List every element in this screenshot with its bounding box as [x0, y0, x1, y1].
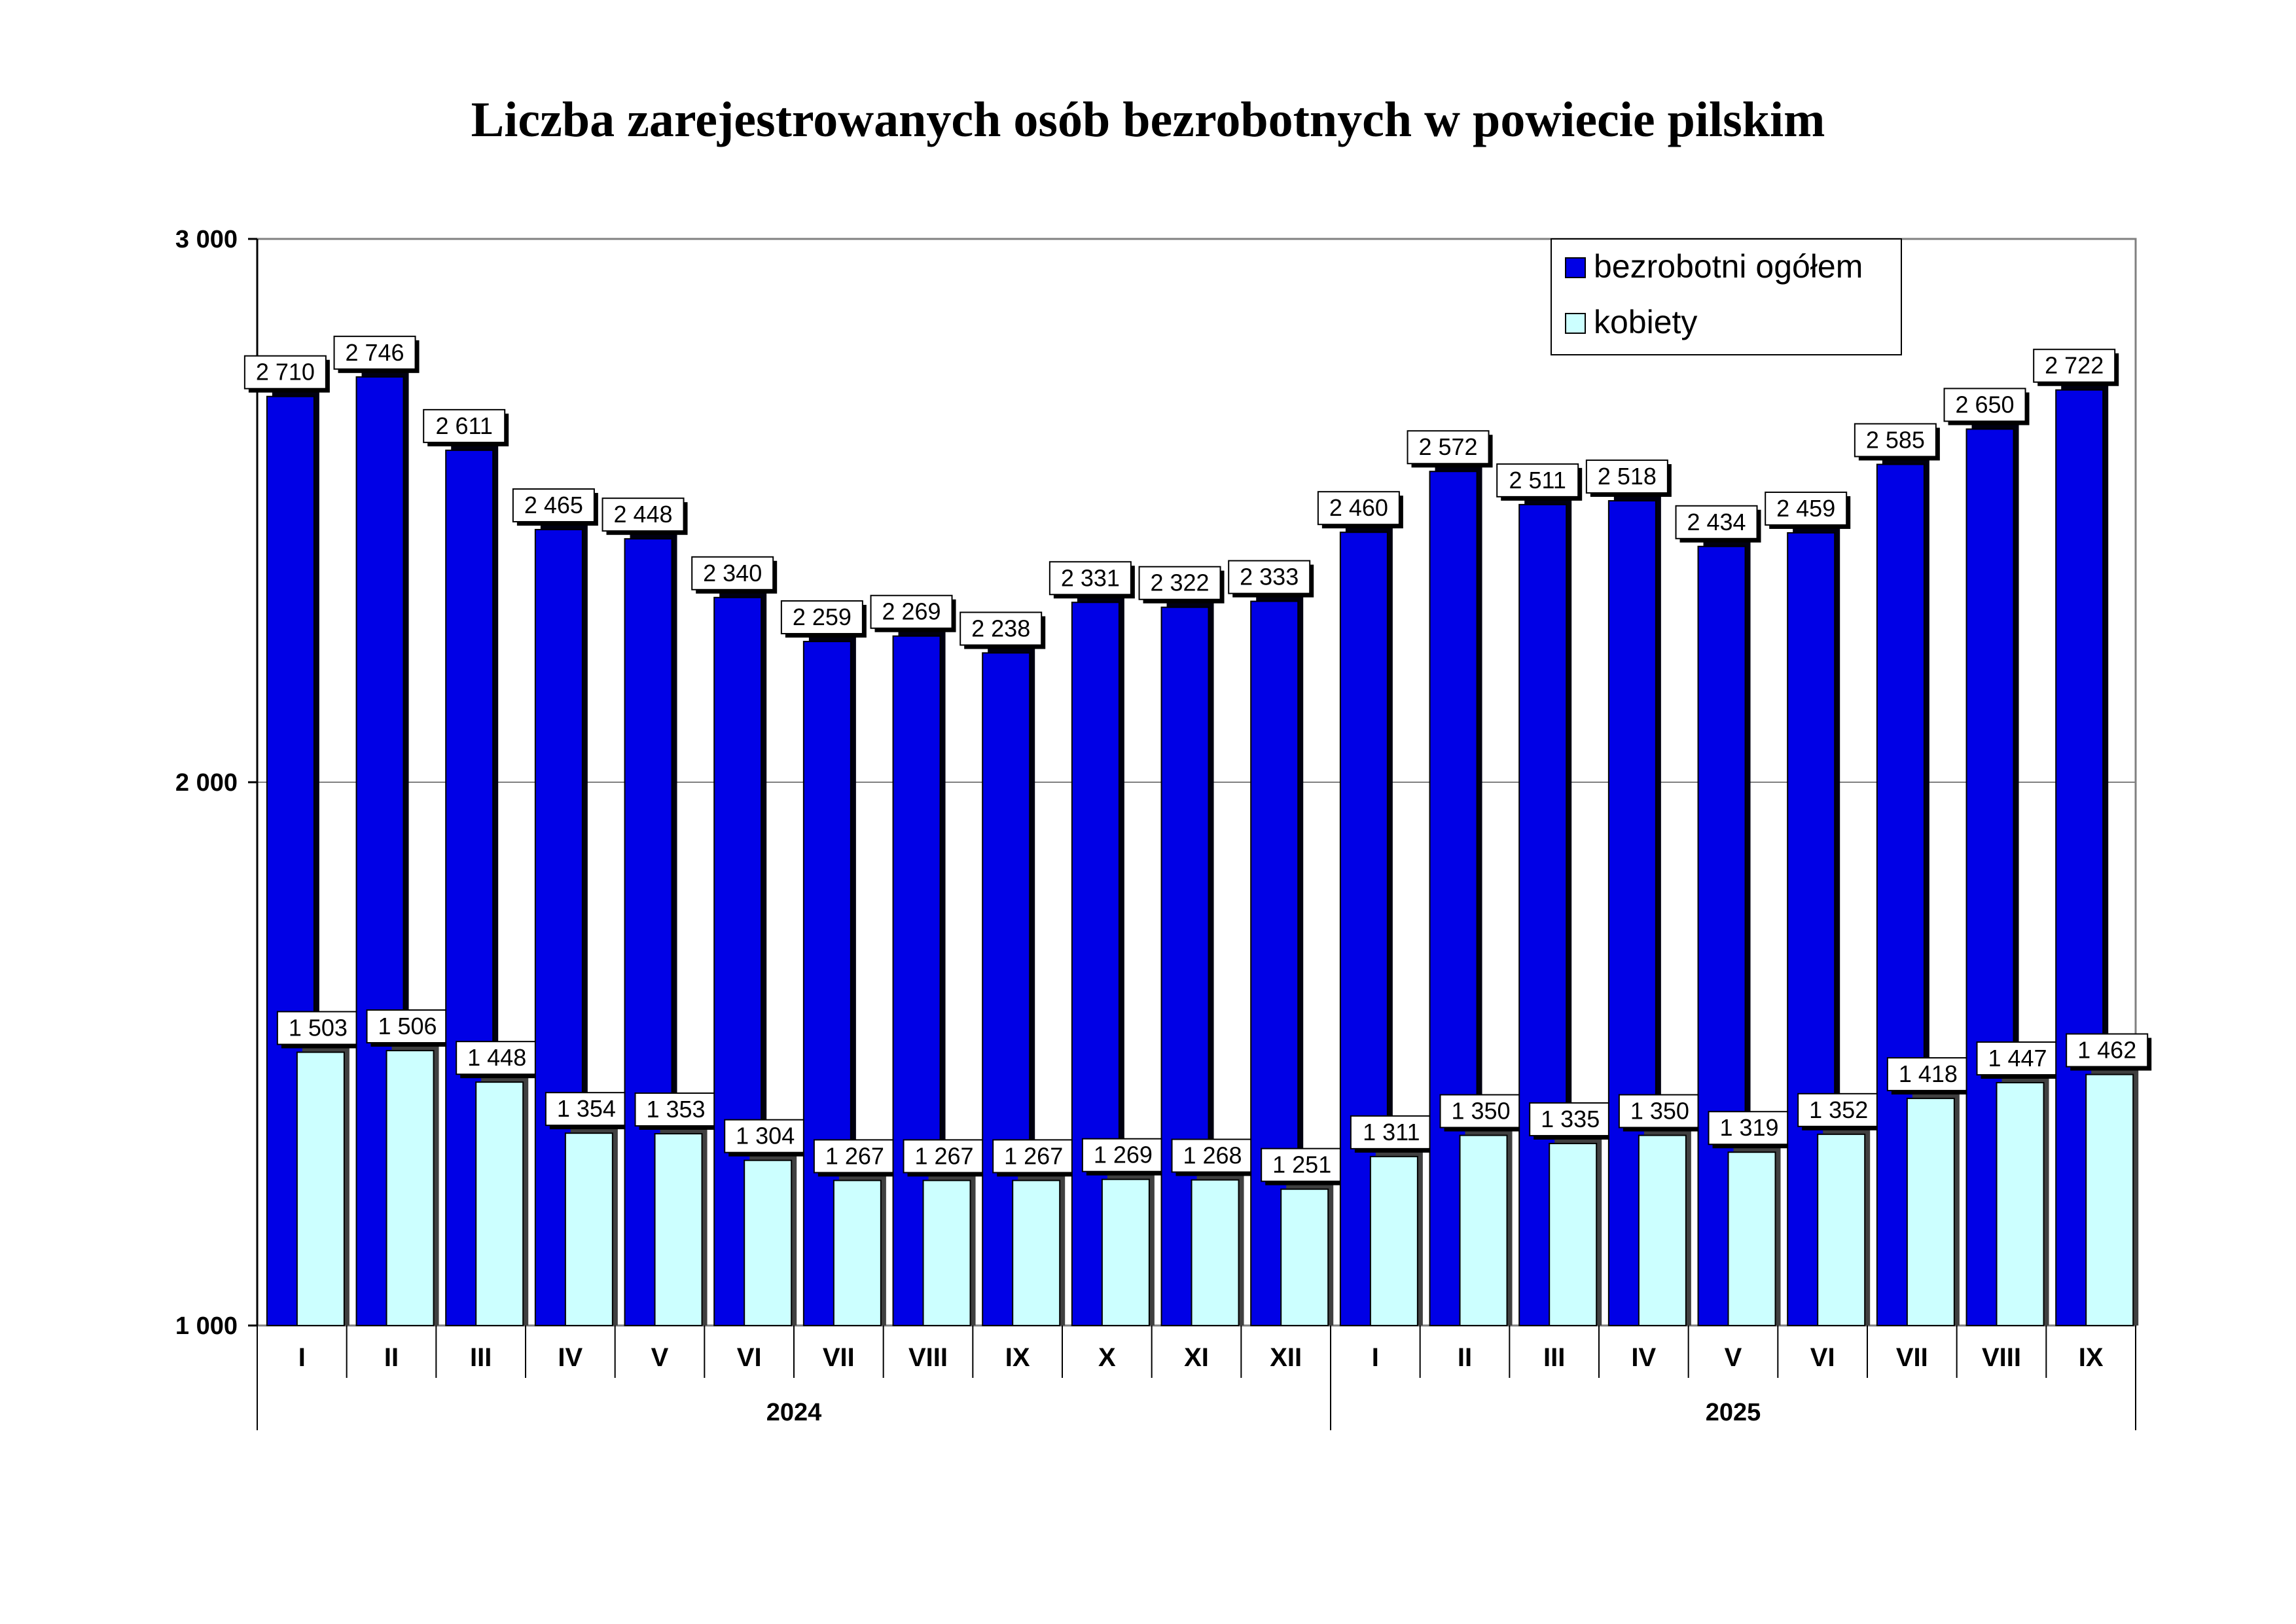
x-tick-label: VI [1810, 1343, 1835, 1372]
data-label-total: 2 448 [613, 501, 673, 528]
x-tick-label: VI [736, 1343, 762, 1372]
x-tick-label: IV [558, 1343, 583, 1372]
x-tick-label: IX [1005, 1343, 1030, 1372]
x-tick-label: XII [1270, 1343, 1302, 1372]
data-label-total: 2 331 [1060, 564, 1120, 592]
y-tick-label: 3 000 [175, 226, 238, 253]
x-tick-label: VII [1895, 1343, 1928, 1372]
bar-women [297, 1053, 344, 1326]
bar-women [1729, 1152, 1776, 1326]
data-label-total: 2 333 [1240, 563, 1299, 590]
x-tick-label: XI [1184, 1343, 1209, 1372]
data-label-total: 2 459 [1776, 495, 1836, 522]
y-tick-label: 1 000 [175, 1312, 238, 1340]
data-label-total: 2 722 [2045, 352, 2104, 379]
data-label-total: 2 650 [1955, 391, 2015, 418]
data-label-total: 2 259 [792, 604, 852, 631]
bar-women [1997, 1083, 2044, 1326]
bar-women [655, 1134, 702, 1326]
data-label-women: 1 267 [1004, 1142, 1064, 1170]
x-tick-label: VII [822, 1343, 855, 1372]
legend-swatch [1566, 314, 1585, 333]
data-label-total: 2 511 [1509, 466, 1566, 494]
data-label-women: 1 503 [288, 1014, 348, 1041]
x-tick-label: VIII [908, 1343, 948, 1372]
bar-women [1549, 1144, 1596, 1326]
data-label-women: 1 251 [1272, 1151, 1332, 1178]
data-label-total: 2 340 [703, 559, 762, 586]
bar-women [834, 1180, 881, 1326]
data-label-women: 1 268 [1183, 1142, 1242, 1169]
x-tick-label: I [1371, 1343, 1379, 1372]
data-label-women: 1 352 [1809, 1096, 1869, 1123]
legend-swatch [1566, 258, 1585, 278]
bar-women [1639, 1136, 1686, 1326]
page-title: Liczba zarejestrowanych osób bezrobotnych w powiecie pilskim [471, 92, 1825, 147]
data-label-total: 2 434 [1687, 508, 1746, 535]
bar-women [1102, 1180, 1149, 1326]
bar-women [1192, 1180, 1239, 1326]
data-label-women: 1 267 [914, 1142, 974, 1170]
bar-women [387, 1051, 434, 1326]
data-label-total: 2 322 [1150, 569, 1210, 596]
x-tick-label: III [1543, 1343, 1566, 1372]
data-label-women: 1 269 [1093, 1141, 1153, 1168]
x-tick-label: X [1098, 1343, 1116, 1372]
x-tick-label: VIII [1981, 1343, 2022, 1372]
x-tick-label: IX [2078, 1343, 2104, 1372]
data-label-women: 1 354 [556, 1095, 616, 1123]
bar-women [744, 1161, 791, 1326]
data-label-women: 1 267 [825, 1142, 884, 1170]
data-label-women: 1 335 [1541, 1105, 1600, 1132]
data-label-women: 1 350 [1630, 1097, 1689, 1125]
data-label-total: 2 269 [882, 598, 941, 625]
data-label-women: 1 353 [646, 1096, 706, 1123]
x-group-label: 2024 [766, 1399, 822, 1426]
x-tick-label: I [298, 1343, 306, 1372]
bar-women [1818, 1134, 1865, 1326]
data-label-women: 1 418 [1898, 1060, 1958, 1088]
data-label-women: 1 462 [2077, 1036, 2137, 1064]
bar-women [1371, 1157, 1418, 1326]
bar-women [565, 1133, 613, 1326]
data-label-women: 1 304 [736, 1122, 795, 1149]
bar-women [1281, 1189, 1328, 1326]
bar-women [1013, 1180, 1060, 1326]
bar-women [476, 1082, 523, 1326]
legend-label: kobiety [1594, 304, 1698, 340]
y-tick-label: 2 000 [175, 769, 238, 797]
data-label-total: 2 460 [1329, 494, 1388, 522]
data-label-total: 2 585 [1865, 426, 1925, 454]
bar-women [1907, 1098, 1954, 1326]
x-tick-label: III [469, 1343, 492, 1372]
x-tick-label: II [1457, 1343, 1473, 1372]
x-tick-label: II [384, 1343, 399, 1372]
x-tick-label: IV [1631, 1343, 1657, 1372]
x-tick-label: V [1724, 1343, 1742, 1372]
data-label-total: 2 238 [971, 615, 1031, 642]
data-label-women: 1 350 [1451, 1097, 1511, 1125]
data-label-total: 2 465 [524, 492, 583, 519]
data-label-women: 1 448 [467, 1044, 527, 1072]
data-label-women: 1 506 [378, 1013, 437, 1040]
data-label-total: 2 611 [435, 412, 493, 439]
bar-women [2086, 1075, 2133, 1326]
x-group-label: 2025 [1705, 1399, 1761, 1426]
data-label-total: 2 746 [345, 338, 404, 366]
data-label-total: 2 710 [255, 358, 315, 386]
legend-label: bezrobotni ogółem [1594, 248, 1863, 285]
x-tick-label: V [651, 1343, 669, 1372]
data-label-women: 1 447 [1988, 1044, 2047, 1072]
bar-women [1460, 1136, 1507, 1326]
data-label-total: 2 572 [1418, 433, 1478, 461]
bar-women [924, 1180, 971, 1326]
data-label-women: 1 319 [1719, 1114, 1779, 1142]
data-label-total: 2 518 [1597, 463, 1657, 490]
data-label-women: 1 311 [1363, 1118, 1420, 1146]
